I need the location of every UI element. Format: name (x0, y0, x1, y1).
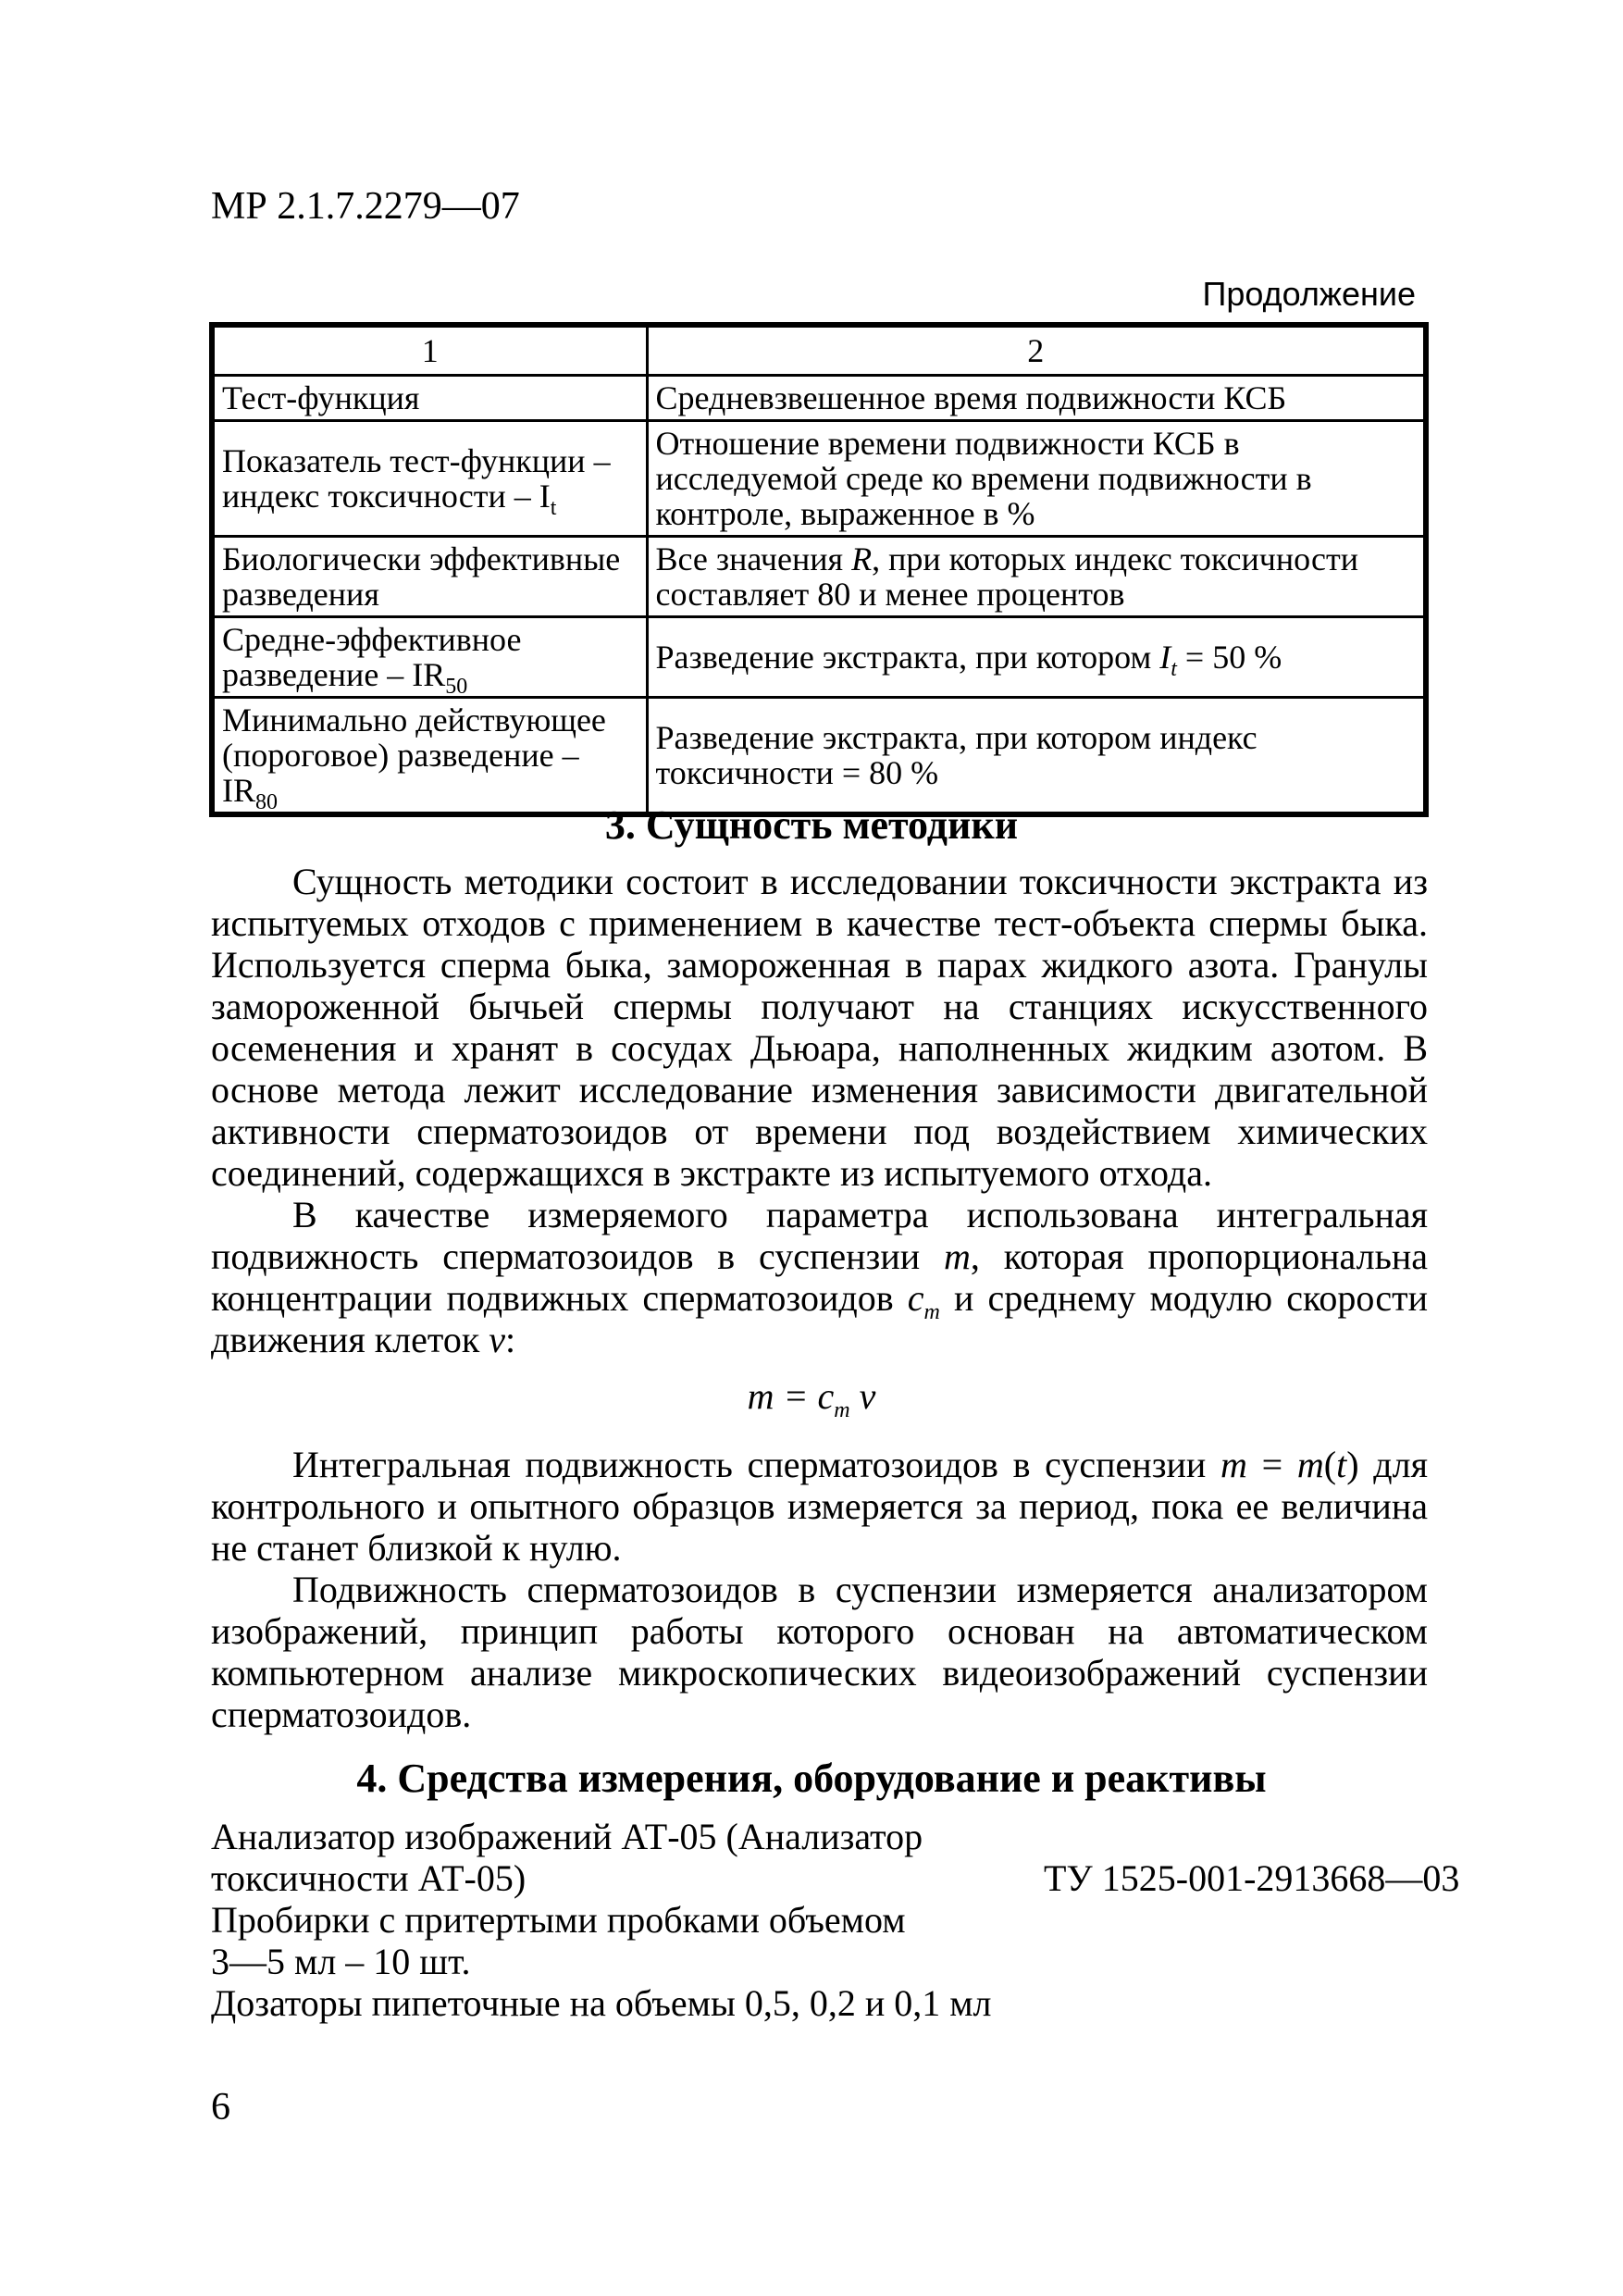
table-row (212, 698, 1426, 815)
table-row (212, 376, 1426, 421)
table-header-row (212, 325, 1426, 376)
table-cell (212, 617, 647, 698)
variable: I (1159, 639, 1171, 676)
equipment-line: Анализатор изображений АТ-05 (Анализатор (211, 1816, 923, 1857)
table-cell: Разведение экстракта, при котором индекс токсичности = 80 % (647, 698, 1426, 815)
page-number: 6 (211, 2086, 230, 2128)
table-cell (647, 537, 1426, 617)
variable: R (851, 540, 873, 577)
formula: $m = c_m$ v (747, 1375, 876, 1422)
subscript: t (550, 496, 557, 521)
subscript: 50 (445, 675, 468, 700)
table-cell: Отношение времени подвижности КСБ в исследуемой среде ко времени подвижности в контроле, выраженное в % (647, 421, 1426, 537)
cell-text: Минимально действующее (пороговое) разведение – IR (222, 701, 606, 809)
section-3-paragraph-1: Сущность методики состоит в исследовании токсичности экстракта из испытуемых отходов с применением в качестве тест-объекта спермы быка. Используется сперма быка, замороженная в парах жидкого азота. Гранулы замороженной бычьей спермы получают на станциях искусственного осеменения и хранят в сосудах Дьюара, наполненных жидким азотом. В основе метода лежит исследование изменения зависимости двигательной активности сперматозоидов от времени под воздействием химических соединений, содержащихся в экстракте из испытуемого отхода. (211, 861, 1428, 1194)
equipment-item (211, 1816, 992, 2024)
equipment-spec: ТУ 1525-001-2913668—03 (1044, 1857, 1460, 1899)
cell-text: Разведение экстракта, при котором (655, 639, 1160, 676)
table-cell (212, 421, 647, 537)
cell-text: , при которых индекс токсичности составляет 80 и менее процентов (655, 540, 1359, 613)
subscript: 80 (255, 790, 278, 815)
variable: m (943, 1235, 971, 1277)
cell-text: = 50 % (1176, 639, 1282, 676)
cell-text: Все значения (655, 540, 852, 577)
equipment-line: Дозаторы пипеточные на объемы 0,5, 0,2 и 0,1 мл (211, 1982, 992, 2024)
table-row (212, 617, 1426, 698)
column-header: 1 (212, 325, 647, 376)
section-4-title: 4. Средства измерения, оборудование и реактивы (356, 1756, 1267, 1801)
parameters-table (209, 322, 1429, 817)
subscript: t (1171, 657, 1177, 682)
table-row (212, 537, 1426, 617)
column-header: 2 (647, 325, 1426, 376)
table-row (212, 421, 1426, 537)
table-cell (212, 698, 647, 815)
equipment-line: токсичности АТ-05) (211, 1857, 527, 1899)
section-3-title: 3. Сущность методики (604, 802, 1019, 848)
section-3-paragraph-2: В качестве измеряемого параметра использована интегральная подвижность сперматозоидов в суспензии m, которая пропорциональна концентрации подвижных сперматозоидов $c_m$ и среднему модулю скорости движения клеток v: (211, 1194, 1428, 1360)
table-cell: Средневзвешенное время подвижности КСБ (647, 376, 1426, 421)
document-code: МР 2.1.7.2279—07 (211, 185, 520, 228)
equipment-line: Пробирки с притертыми пробками объемом (211, 1899, 906, 1941)
variable: c (907, 1277, 924, 1319)
section-3-paragraph-4: Подвижность сперматозоидов в суспензии измеряется анализатором изображений, принцип работы которого основан на автоматическом компьютерном анализе микроскопических видеоизображений суспензии сперматозоидов. (211, 1569, 1428, 1735)
table-cell: Тест-функция (212, 376, 647, 421)
cell-text: Средне-эффективное разведение – IR (222, 621, 522, 693)
variable: v (489, 1319, 506, 1360)
continuation-label: Продолжение (1202, 275, 1416, 313)
table-cell: Биологически эффективные разведения (212, 537, 647, 617)
cell-text: Показатель тест-функции – индекс токсичности – I (222, 442, 611, 515)
table-cell (647, 617, 1426, 698)
equipment-line: 3—5 мл – 10 шт. (211, 1941, 471, 1982)
section-3-paragraph-3: Интегральная подвижность сперматозоидов в суспензии m = m(t) для контрольного и опытного образцов измеряется за период, пока ее величина не станет близкой к нулю. (211, 1444, 1428, 1569)
